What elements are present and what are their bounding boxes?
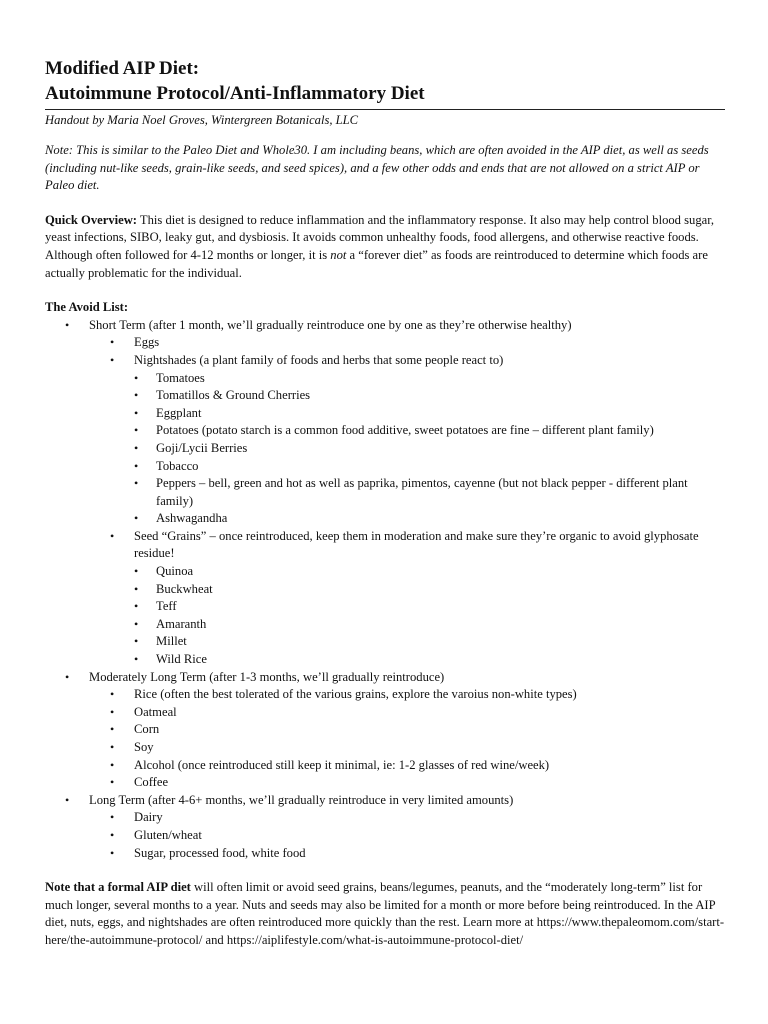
- list-item: • Goji/Lycii Berries: [134, 440, 725, 458]
- list-item-nightshades: [89, 352, 725, 528]
- title-rule: [45, 109, 725, 110]
- list-item-moderately-long-term: [45, 669, 725, 792]
- list-item-eggs: [89, 334, 725, 352]
- list-item: • Quinoa: [134, 563, 725, 581]
- list-item: • Buckwheat: [134, 581, 725, 599]
- quick-overview: [45, 212, 725, 282]
- list-item: • Rice (often the best tolerated of the various grains, explore the varoius non-white types): [89, 686, 725, 704]
- quick-overview-emphasis: not: [330, 247, 347, 262]
- nightshades-list: [134, 370, 725, 528]
- moderately-long-term-label: Moderately Long Term (after 1-3 months, we’ll gradually reintroduce): [89, 669, 445, 684]
- formal-aip-text: will often limit or avoid seed grains, beans/legumes, peanuts, and the “moderately long-term” list for much longer, several months to a year. Nuts and seeds may also be limited for a month or more before being reintroduced. In the AIP diet, nuts, eggs, and nightshades are often reintroduced more quickly than the rest. Learn more at https://www.thepaleomom.com/start-here/the-autoimmune-protocol/ and https://aiplifestyle.com/what-is-autoimmune-protocol-diet/: [45, 880, 725, 947]
- moderately-long-term-list: [89, 686, 725, 792]
- list-item: • Tomatoes: [134, 370, 725, 388]
- eggs-label: Eggs: [134, 335, 160, 350]
- list-item: • Teff: [134, 598, 725, 616]
- list-item: • Ashwagandha: [134, 510, 725, 528]
- avoid-list-heading: The Avoid List:: [45, 300, 129, 315]
- list-item: • Coffee: [89, 774, 725, 792]
- seed-grains-label: Seed “Grains” – once reintroduced, keep them in moderation and make sure they’re organic to avoid glyphosate residue!: [134, 528, 699, 561]
- quick-overview-text-a: This diet is designed to reduce inflammation and the inflammatory response. It also may help control blood sugar, yeast infections, SIBO, leaky gut, and dysbiosis. It avoids common unhealthy foods, food allergens, and otherwise reactive foods. Although often followed for 4-12 months or longer, it is: [45, 212, 715, 262]
- title-line-2: Autoimmune Protocol/Anti-Inflammatory Diet: [45, 83, 425, 104]
- list-item: • Millet: [134, 633, 725, 651]
- list-item: • Soy: [89, 739, 725, 757]
- list-item: • Sugar, processed food, white food: [89, 845, 725, 863]
- list-item: • Tobacco: [134, 458, 725, 476]
- quick-overview-text-b: a “forever diet” as foods are reintroduced to determine which foods are actually problematic for the individual.: [45, 247, 708, 280]
- list-item: • Dairy: [89, 809, 725, 827]
- long-term-list: [89, 809, 725, 862]
- list-item-short-term: [45, 317, 725, 669]
- formal-aip-note: [45, 879, 725, 949]
- quick-overview-label: Quick Overview:: [45, 212, 137, 227]
- list-item: • Peppers – bell, green and hot as well as paprika, pimentos, cayenne (but not black pepper - different plant family): [134, 475, 725, 510]
- list-item: • Eggplant: [134, 405, 725, 423]
- list-item: • Potatoes (potato starch is a common food additive, sweet potatoes are fine – different plant family): [134, 422, 725, 440]
- list-item-seed-grains: [89, 528, 725, 669]
- nightshades-label: Nightshades (a plant family of foods and herbs that some people react to): [134, 352, 504, 367]
- short-term-list: [89, 334, 725, 668]
- list-item: • Oatmeal: [89, 704, 725, 722]
- list-item: • Gluten/wheat: [89, 827, 725, 845]
- avoid-list: [45, 317, 725, 862]
- formal-aip-label: Note that a formal AIP diet: [45, 880, 191, 895]
- list-item: • Amaranth: [134, 616, 725, 634]
- long-term-label: Long Term (after 4-6+ months, we’ll gradually reintroduce in very limited amounts): [89, 792, 514, 807]
- list-item: • Alcohol (once reintroduced still keep it minimal, ie: 1-2 glasses of red wine/week): [89, 757, 725, 775]
- intro-note: Note: This is similar to the Paleo Diet and Whole30. I am including beans, which are often avoided in the AIP diet, as well as seeds (including nut-like seeds, grain-like seeds, and seed spices), and a few other odds and ends that are not allowed on a strict AIP or Paleo diet.: [45, 143, 709, 193]
- seed-grains-list: [134, 563, 725, 669]
- byline: Handout by Maria Noel Groves, Wintergreen Botanicals, LLC: [45, 113, 359, 127]
- short-term-label: Short Term (after 1 month, we’ll gradually reintroduce one by one as they’re otherwise healthy): [89, 317, 572, 332]
- list-item: • Corn: [89, 721, 725, 739]
- list-item: • Wild Rice: [134, 651, 725, 669]
- title-line-1: Modified AIP Diet:: [45, 58, 200, 79]
- list-item: • Tomatillos & Ground Cherries: [134, 387, 725, 405]
- list-item-long-term: [45, 792, 725, 862]
- document-page: [45, 56, 725, 950]
